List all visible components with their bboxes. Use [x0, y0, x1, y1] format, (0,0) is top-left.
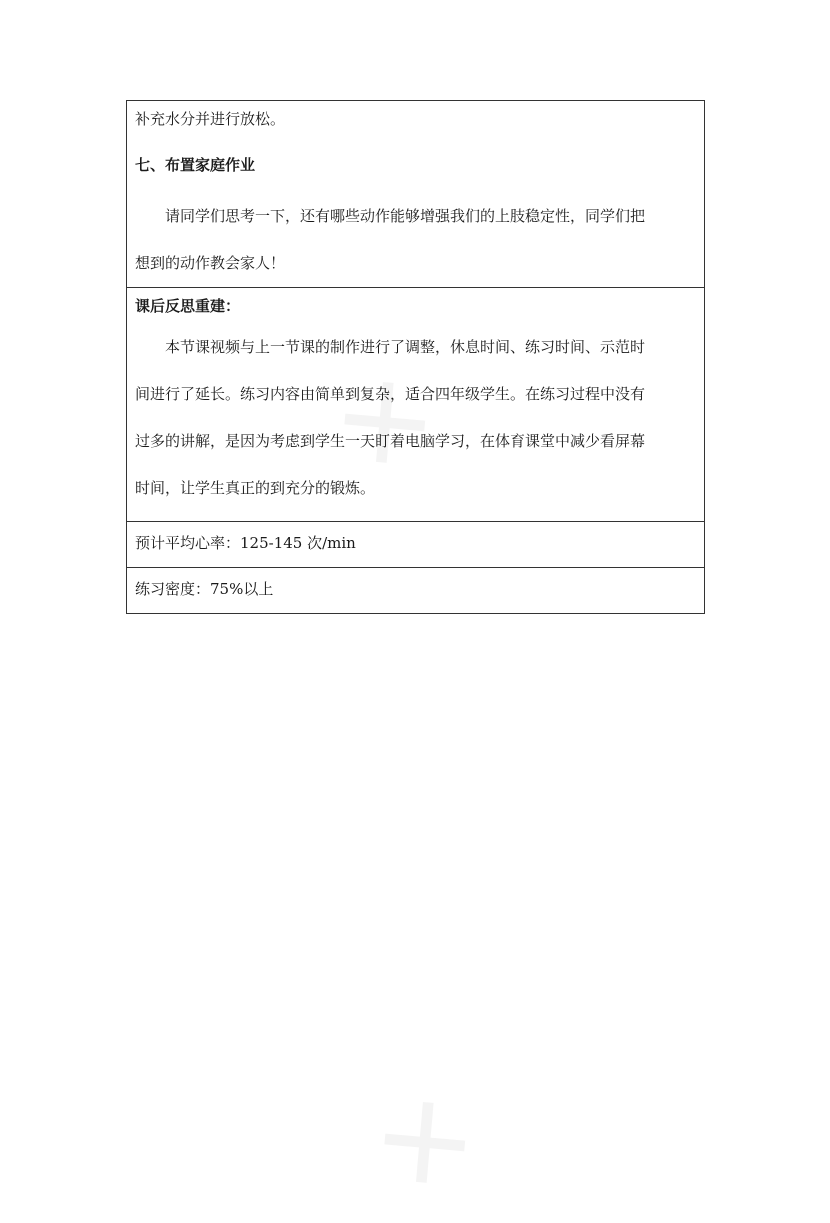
watermark [350, 1065, 503, 1222]
homework-heading: 七、布置家庭作业 [135, 156, 256, 174]
reflection-line: 间进行了延长。练习内容由简单到复杂，适合四年级学生。在练习过程中没有 [135, 385, 646, 403]
reflection-line: 时间，让学生真正的到充分的锻炼。 [135, 479, 376, 497]
reflection-heading: 课后反思重建： [135, 297, 241, 315]
density-row [127, 568, 705, 614]
reflection-row [127, 288, 705, 522]
homework-cell [127, 101, 705, 288]
reflection-line: 过多的讲解，是因为考虑到学生一天盯着电脑学习，在体育课堂中减少看屏幕 [135, 432, 646, 450]
heart-rate-row [127, 522, 705, 568]
heart-rate-text: 预计平均心率：125-145 次/min [135, 534, 356, 552]
homework-body-line: 想到的动作教会家人！ [135, 254, 286, 272]
homework-body-line: 请同学们思考一下，还有哪些动作能够增强我们的上肢稳定性，同学们把 [165, 207, 646, 225]
homework-row [127, 101, 705, 288]
lesson-plan-table [126, 100, 705, 614]
continuation-text: 补充水分并进行放松。 [135, 110, 286, 128]
reflection-line: 本节课视频与上一节课的制作进行了调整，休息时间、练习时间、示范时 [165, 338, 646, 356]
density-cell [127, 568, 705, 614]
heart-rate-cell [127, 522, 705, 568]
density-text: 练习密度：75%以上 [135, 580, 274, 598]
reflection-cell [127, 288, 705, 522]
